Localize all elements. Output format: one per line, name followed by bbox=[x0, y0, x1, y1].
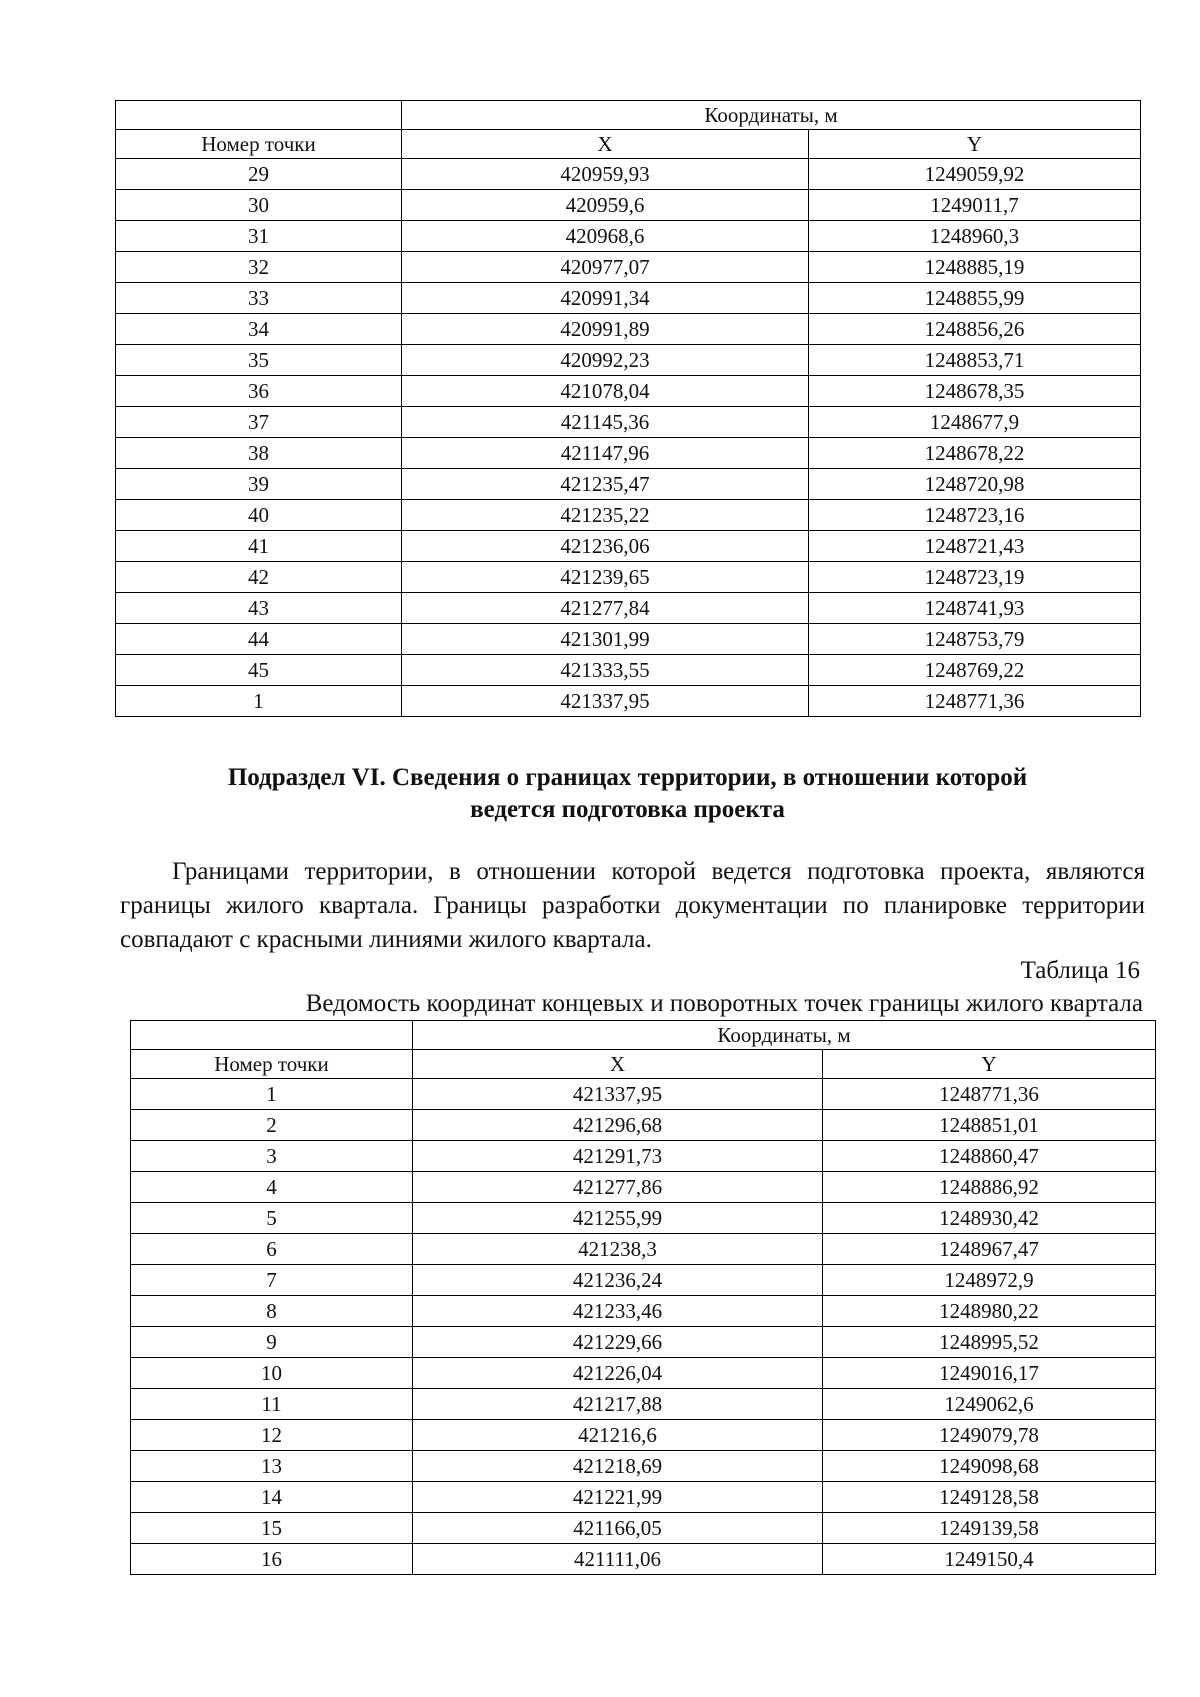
x-coordinate-cell: 420977,07 bbox=[402, 252, 809, 283]
x-coordinate-cell: 421235,22 bbox=[402, 500, 809, 531]
section-heading-line-2: ведется подготовка проекта bbox=[470, 796, 785, 823]
x-coordinate-cell: 421333,55 bbox=[402, 655, 809, 686]
point-number-cell: 12 bbox=[131, 1420, 413, 1451]
x-coordinate-cell: 421218,69 bbox=[413, 1451, 823, 1482]
y-coordinate-cell: 1249098,68 bbox=[823, 1451, 1156, 1482]
section-paragraph: Границами территории, в отношении которой ведется подготовка проекта, являются границы жилого квартала. Границы разработки документации по планировке территории совпадают с красными линиями жилого квартала. bbox=[120, 858, 1145, 953]
x-coordinate-cell: 420968,6 bbox=[402, 221, 809, 252]
y-header: Y bbox=[809, 130, 1141, 159]
x-coordinate-cell: 421147,96 bbox=[402, 438, 809, 469]
table-number: Таблица 16 bbox=[1020, 957, 1140, 984]
point-number-cell: 1 bbox=[131, 1079, 413, 1110]
point-number-cell: 40 bbox=[116, 500, 402, 531]
y-coordinate-cell: 1249011,7 bbox=[809, 190, 1141, 221]
x-coordinate-cell: 421236,06 bbox=[402, 531, 809, 562]
x-coordinate-cell: 421277,84 bbox=[402, 593, 809, 624]
x-coordinate-cell: 421111,06 bbox=[413, 1544, 823, 1575]
x-coordinate-cell: 421233,46 bbox=[413, 1296, 823, 1327]
table-row bbox=[116, 500, 1141, 531]
table-row bbox=[131, 1327, 1156, 1358]
table-row bbox=[116, 624, 1141, 655]
y-coordinate-cell: 1248980,22 bbox=[823, 1296, 1156, 1327]
table-group-header-row bbox=[116, 101, 1141, 130]
point-number-cell: 37 bbox=[116, 407, 402, 438]
x-coordinate-cell: 421277,86 bbox=[413, 1172, 823, 1203]
point-number-cell: 13 bbox=[131, 1451, 413, 1482]
y-coordinate-cell: 1248885,19 bbox=[809, 252, 1141, 283]
table-row bbox=[131, 1172, 1156, 1203]
y-coordinate-cell: 1248769,22 bbox=[809, 655, 1141, 686]
x-coordinate-cell: 420991,34 bbox=[402, 283, 809, 314]
point-number-cell: 43 bbox=[116, 593, 402, 624]
y-coordinate-cell: 1248853,71 bbox=[809, 345, 1141, 376]
section-heading-line-1: Подраздел VI. Сведения о границах территории, в отношении которой bbox=[227, 764, 1028, 791]
x-coordinate-cell: 421255,99 bbox=[413, 1203, 823, 1234]
point-number-cell: 3 bbox=[131, 1141, 413, 1172]
table-row bbox=[131, 1079, 1156, 1110]
y-coordinate-cell: 1248721,43 bbox=[809, 531, 1141, 562]
point-number-cell: 42 bbox=[116, 562, 402, 593]
y-coordinate-cell: 1248886,92 bbox=[823, 1172, 1156, 1203]
y-coordinate-cell: 1248771,36 bbox=[809, 686, 1141, 717]
table-row bbox=[131, 1358, 1156, 1389]
table-group-header-row bbox=[131, 1021, 1156, 1050]
point-number-header: Номер точки bbox=[116, 130, 402, 159]
x-coordinate-cell: 421236,24 bbox=[413, 1265, 823, 1296]
point-number-cell: 35 bbox=[116, 345, 402, 376]
table-row bbox=[116, 655, 1141, 686]
y-coordinate-cell: 1249062,6 bbox=[823, 1389, 1156, 1420]
y-coordinate-cell: 1248720,98 bbox=[809, 469, 1141, 500]
y-coordinate-cell: 1248677,9 bbox=[809, 407, 1141, 438]
y-coordinate-cell: 1248972,9 bbox=[823, 1265, 1156, 1296]
x-coordinate-cell: 421078,04 bbox=[402, 376, 809, 407]
point-number-cell: 41 bbox=[116, 531, 402, 562]
y-coordinate-cell: 1248960,3 bbox=[809, 221, 1141, 252]
x-coordinate-cell: 421301,99 bbox=[402, 624, 809, 655]
table-row bbox=[131, 1389, 1156, 1420]
point-number-cell: 30 bbox=[116, 190, 402, 221]
table-row bbox=[131, 1296, 1156, 1327]
table-row bbox=[116, 376, 1141, 407]
table-row bbox=[116, 562, 1141, 593]
table-body bbox=[116, 101, 1141, 717]
x-coordinate-cell: 421166,05 bbox=[413, 1513, 823, 1544]
y-coordinate-cell: 1249128,58 bbox=[823, 1482, 1156, 1513]
table-row bbox=[131, 1513, 1156, 1544]
table-row bbox=[131, 1482, 1156, 1513]
point-number-cell: 29 bbox=[116, 159, 402, 190]
table-row bbox=[131, 1141, 1156, 1172]
table-body bbox=[131, 1021, 1156, 1575]
x-header: X bbox=[402, 130, 809, 159]
x-coordinate-cell: 421291,73 bbox=[413, 1141, 823, 1172]
point-number-cell: 45 bbox=[116, 655, 402, 686]
x-coordinate-cell: 421235,47 bbox=[402, 469, 809, 500]
table-row bbox=[116, 252, 1141, 283]
y-coordinate-cell: 1248741,93 bbox=[809, 593, 1141, 624]
table-row bbox=[116, 314, 1141, 345]
y-coordinate-cell: 1249016,17 bbox=[823, 1358, 1156, 1389]
section-heading bbox=[115, 762, 1140, 826]
point-number-cell: 33 bbox=[116, 283, 402, 314]
point-number-cell: 1 bbox=[116, 686, 402, 717]
point-number-cell: 14 bbox=[131, 1482, 413, 1513]
x-coordinate-cell: 421238,3 bbox=[413, 1234, 823, 1265]
point-number-cell: 6 bbox=[131, 1234, 413, 1265]
table-row bbox=[131, 1234, 1156, 1265]
y-coordinate-cell: 1248967,47 bbox=[823, 1234, 1156, 1265]
point-number-cell: 31 bbox=[116, 221, 402, 252]
point-number-cell: 2 bbox=[131, 1110, 413, 1141]
point-number-cell: 34 bbox=[116, 314, 402, 345]
x-coordinate-cell: 421226,04 bbox=[413, 1358, 823, 1389]
coordinates-group-header: Координаты, м bbox=[402, 101, 1141, 130]
x-coordinate-cell: 421217,88 bbox=[413, 1389, 823, 1420]
y-coordinate-cell: 1248855,99 bbox=[809, 283, 1141, 314]
point-number-cell: 11 bbox=[131, 1389, 413, 1420]
y-coordinate-cell: 1248678,35 bbox=[809, 376, 1141, 407]
y-coordinate-cell: 1248771,36 bbox=[823, 1079, 1156, 1110]
point-number-header: Номер точки bbox=[131, 1050, 413, 1079]
point-number-cell: 39 bbox=[116, 469, 402, 500]
table-row bbox=[116, 407, 1141, 438]
y-coordinate-cell: 1248851,01 bbox=[823, 1110, 1156, 1141]
x-coordinate-cell: 421296,68 bbox=[413, 1110, 823, 1141]
x-coordinate-cell: 421337,95 bbox=[413, 1079, 823, 1110]
table-row bbox=[131, 1544, 1156, 1575]
y-header: Y bbox=[823, 1050, 1156, 1079]
point-number-cell: 15 bbox=[131, 1513, 413, 1544]
table-row bbox=[116, 283, 1141, 314]
table-row bbox=[116, 221, 1141, 252]
x-coordinate-cell: 420992,23 bbox=[402, 345, 809, 376]
x-coordinate-cell: 421229,66 bbox=[413, 1327, 823, 1358]
coordinates-group-header: Координаты, м bbox=[413, 1021, 1156, 1050]
x-coordinate-cell: 420991,89 bbox=[402, 314, 809, 345]
point-number-cell: 8 bbox=[131, 1296, 413, 1327]
point-number-cell: 5 bbox=[131, 1203, 413, 1234]
y-coordinate-cell: 1248753,79 bbox=[809, 624, 1141, 655]
point-number-cell: 9 bbox=[131, 1327, 413, 1358]
x-coordinate-cell: 421145,36 bbox=[402, 407, 809, 438]
x-header: X bbox=[413, 1050, 823, 1079]
point-number-cell: 36 bbox=[116, 376, 402, 407]
point-number-cell: 44 bbox=[116, 624, 402, 655]
table-row bbox=[116, 593, 1141, 624]
x-coordinate-cell: 420959,93 bbox=[402, 159, 809, 190]
point-number-cell: 4 bbox=[131, 1172, 413, 1203]
coordinates-table-16 bbox=[130, 1020, 1156, 1575]
x-coordinate-cell: 421221,99 bbox=[413, 1482, 823, 1513]
table-row bbox=[131, 1420, 1156, 1451]
y-coordinate-cell: 1248723,19 bbox=[809, 562, 1141, 593]
coordinates-table-continued bbox=[115, 100, 1141, 717]
y-coordinate-cell: 1249150,4 bbox=[823, 1544, 1156, 1575]
y-coordinate-cell: 1248678,22 bbox=[809, 438, 1141, 469]
table-column-header-row bbox=[131, 1050, 1156, 1079]
table-row bbox=[116, 190, 1141, 221]
y-coordinate-cell: 1248995,52 bbox=[823, 1327, 1156, 1358]
point-number-cell: 32 bbox=[116, 252, 402, 283]
point-number-cell: 38 bbox=[116, 438, 402, 469]
x-coordinate-cell: 421239,65 bbox=[402, 562, 809, 593]
table-row bbox=[116, 469, 1141, 500]
y-coordinate-cell: 1249079,78 bbox=[823, 1420, 1156, 1451]
y-coordinate-cell: 1248856,26 bbox=[809, 314, 1141, 345]
point-number-cell: 10 bbox=[131, 1358, 413, 1389]
x-coordinate-cell: 420959,6 bbox=[402, 190, 809, 221]
table-row bbox=[131, 1451, 1156, 1482]
table-row bbox=[116, 686, 1141, 717]
table-row bbox=[131, 1203, 1156, 1234]
y-coordinate-cell: 1248930,42 bbox=[823, 1203, 1156, 1234]
point-number-cell: 16 bbox=[131, 1544, 413, 1575]
table-row bbox=[131, 1110, 1156, 1141]
x-coordinate-cell: 421216,6 bbox=[413, 1420, 823, 1451]
table-row bbox=[116, 345, 1141, 376]
y-coordinate-cell: 1249059,92 bbox=[809, 159, 1141, 190]
y-coordinate-cell: 1249139,58 bbox=[823, 1513, 1156, 1544]
table-row bbox=[131, 1265, 1156, 1296]
y-coordinate-cell: 1248860,47 bbox=[823, 1141, 1156, 1172]
y-coordinate-cell: 1248723,16 bbox=[809, 500, 1141, 531]
table-column-header-row bbox=[116, 130, 1141, 159]
table-row bbox=[116, 159, 1141, 190]
table-caption: Ведомость координат концевых и поворотных точек границы жилого квартала bbox=[305, 990, 1143, 1017]
table-row bbox=[116, 438, 1141, 469]
table-row bbox=[116, 531, 1141, 562]
x-coordinate-cell: 421337,95 bbox=[402, 686, 809, 717]
point-number-cell: 7 bbox=[131, 1265, 413, 1296]
